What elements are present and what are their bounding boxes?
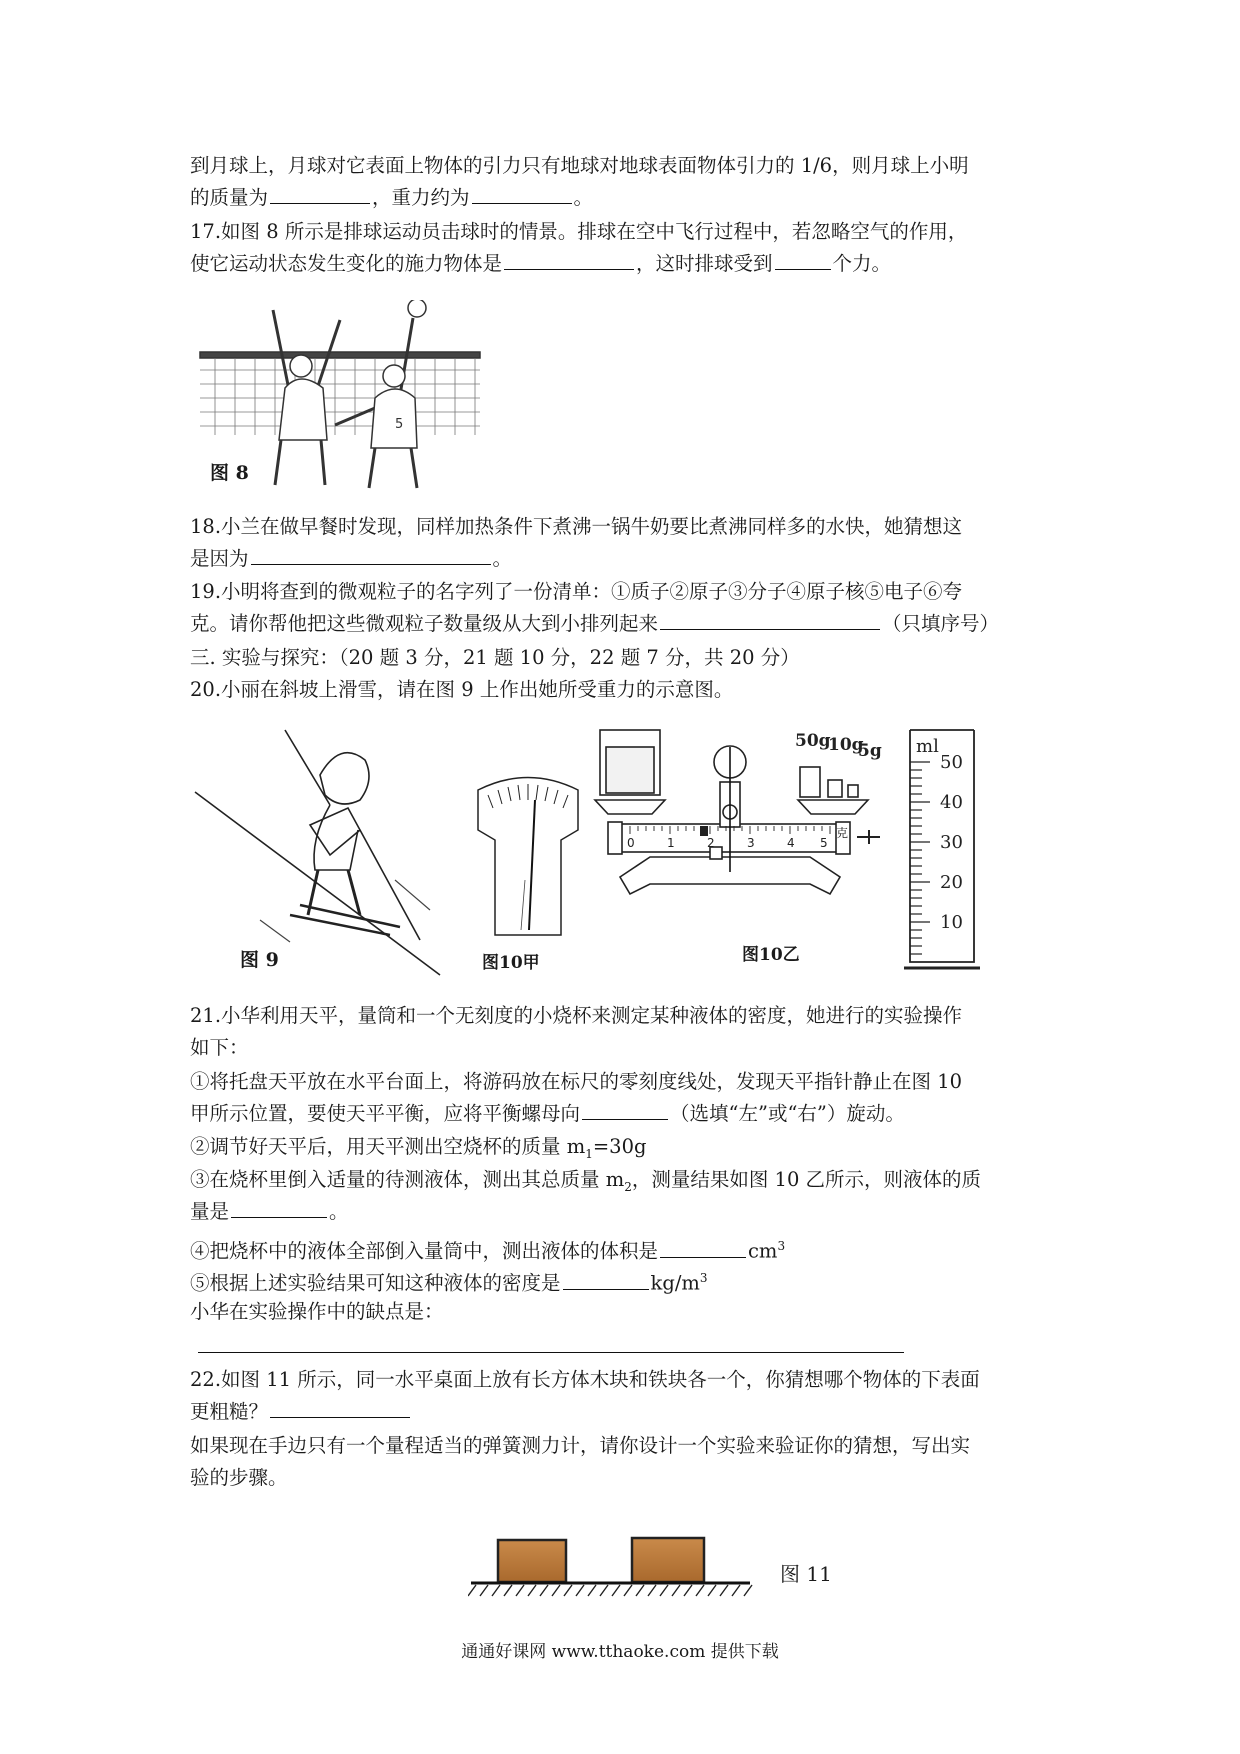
- figure-10a-label: 图10甲: [482, 953, 540, 973]
- q22-line-4: 验的步骤。: [190, 1466, 288, 1489]
- q21-flaw-prompt: 小华在实验操作中的缺点是：: [190, 1300, 444, 1323]
- q19-order-blank[interactable]: [660, 611, 880, 630]
- q16-text-a: 的质量为: [190, 186, 269, 209]
- figure-9-label: 图 9: [240, 949, 279, 971]
- section-3-heading: 三. 实验与探究：（20 题 3 分，21 题 10 分，22 题 7 分，共 20 分）: [190, 646, 800, 669]
- scale-tick-label: 5: [820, 836, 828, 850]
- q21-density-unit: kg/m: [650, 1271, 700, 1295]
- q21-step-3b: [190, 1198, 349, 1226]
- scale-tick-label: 1: [667, 836, 675, 850]
- q20-line-1: 20.小丽在斜坡上滑雪，请在图 9 上作出她所受重力的示意图。: [190, 678, 734, 701]
- figure-10b-balance: [590, 722, 890, 952]
- q18-line-1: 18.小兰在做早餐时发现，同样加热条件下煮沸一锅牛奶要比煮沸同样多的水快，她猜想这: [190, 515, 963, 538]
- figure-9-skier: [190, 720, 460, 980]
- q21-step-2-value: =30g: [592, 1135, 647, 1158]
- q21-direction-blank[interactable]: [582, 1101, 668, 1120]
- q21-m1-subscript: 1: [585, 1146, 593, 1161]
- q21-step-3-text-c: 量是: [190, 1200, 230, 1223]
- q18-reason-blank[interactable]: [251, 546, 491, 565]
- q16-gravity-blank[interactable]: [472, 185, 572, 204]
- q17-force-object-blank[interactable]: [504, 251, 634, 270]
- q22-question: 更粗糙？: [190, 1400, 269, 1423]
- q21-flaw-answer-line[interactable]: [198, 1352, 904, 1353]
- q21-volume-unit: cm: [748, 1239, 778, 1263]
- q21-density-unit-sup: 3: [699, 1271, 708, 1285]
- q16-line-2: [190, 184, 593, 212]
- q21-step-4: [190, 1232, 785, 1266]
- q21-step-3a: [190, 1166, 981, 1201]
- cylinder-tick-label: 30: [940, 832, 963, 853]
- cylinder-tick-label: 40: [940, 792, 963, 813]
- figure-8-label: 图 8: [210, 462, 249, 484]
- q17-line-2: [190, 250, 891, 278]
- q18-line-2: [190, 545, 512, 573]
- q21-step-1b: [190, 1100, 905, 1128]
- q21-step-3-end: 。: [329, 1200, 349, 1223]
- q16-text-c: 。: [573, 186, 594, 209]
- scale-unit-label: 克: [836, 826, 849, 840]
- graduated-cylinder: [902, 722, 982, 974]
- q21-step-3-text-b: ，测量结果如图 10 乙所示，则液体的质: [631, 1168, 982, 1191]
- q21-volume-blank[interactable]: [660, 1239, 746, 1258]
- scale-tick-label: 0: [627, 836, 635, 850]
- cylinder-tick-label: 20: [940, 872, 963, 893]
- q19-line-2: [190, 610, 999, 638]
- scale-tick-label: 4: [787, 836, 795, 850]
- q22-line-3: 如果现在手边只有一个量程适当的弹簧测力计，请你设计一个实验来验证你的猜想，写出实: [190, 1434, 971, 1457]
- q18-text-b: 。: [492, 547, 513, 570]
- wood-block: [498, 1540, 566, 1582]
- cylinder-tick-label: 50: [940, 752, 963, 773]
- q21-m2-subscript: 2: [624, 1179, 632, 1194]
- q21-step-5-text: ⑤根据上述实验结果可知这种液体的密度是: [190, 1271, 561, 1295]
- q16-text-b: ，重力约为: [372, 186, 470, 209]
- q22-line-2: [190, 1398, 412, 1426]
- q22-line-1: 22.如图 11 所示，同一水平桌面上放有长方体木块和铁块各一个，你猜想哪个物体的下表面: [190, 1368, 980, 1391]
- q18-text-a: 是因为: [190, 547, 249, 570]
- q21-step-1-text: 甲所示位置，要使天平平衡，应将平衡螺母向: [190, 1102, 581, 1125]
- q19-line-1: 19.小明将查到的微观粒子的名字列了一份清单：①质子②原子③分子④原子核⑤电子⑥夸: [190, 580, 963, 603]
- q19-text-a: 克。请你帮他把这些微观粒子数量级从大到小排列起来: [190, 612, 659, 635]
- q17-force-count-blank[interactable]: [775, 251, 831, 270]
- svg-text:5: 5: [395, 417, 404, 432]
- q16-mass-blank[interactable]: [270, 185, 370, 204]
- q21-step-2: [190, 1133, 646, 1168]
- q17-line-1: 17.如图 8 所示是排球运动员击球时的情景。排球在空中飞行过程中，若忽略空气的作用，: [190, 220, 968, 243]
- q19-text-b: （只填序号）: [882, 612, 1000, 635]
- figure-10b-label: 图10乙: [742, 945, 800, 965]
- q21-step-3-text: ③在烧杯里倒入适量的待测液体，测出其总质量 m: [190, 1168, 625, 1191]
- scale-tick-label: 3: [747, 836, 755, 850]
- q21-step-4-text: ④把烧杯中的液体全部倒入量筒中，测出液体的体积是: [190, 1239, 659, 1263]
- figure-11-label: 图 11: [780, 1562, 832, 1586]
- q21-step-2-text: ②调节好天平后，用天平测出空烧杯的质量 m: [190, 1135, 586, 1158]
- q21-density-blank[interactable]: [563, 1271, 649, 1290]
- cylinder-tick-label: 10: [940, 912, 963, 933]
- q21-line-2: 如下：: [190, 1036, 249, 1059]
- q16-line-1: 到月球上，月球对它表面上物体的引力只有地球对地球表面物体引力的 1/6，则月球上小明: [190, 154, 969, 177]
- q21-liquid-mass-blank[interactable]: [231, 1199, 327, 1218]
- q17-text-b: ，这时排球受到: [636, 252, 773, 275]
- page-footer: 通通好课网 www.tthaoke.com 提供下载: [461, 1642, 779, 1662]
- q21-volume-unit-sup: 3: [777, 1239, 786, 1253]
- q21-step-1-hint: （选填“左”或“右”）旋动。: [670, 1102, 905, 1125]
- iron-block: [632, 1538, 704, 1582]
- scale-tick-label: 2: [707, 836, 715, 850]
- q21-line-1: 21.小华利用天平，量筒和一个无刻度的小烧杯来测定某种液体的密度，她进行的实验操作: [190, 1004, 963, 1027]
- q22-guess-blank[interactable]: [270, 1399, 410, 1418]
- q17-text-a: 使它运动状态发生变化的施力物体是: [190, 252, 503, 275]
- figure-10a-pointer-dial: [473, 770, 583, 940]
- weight-label-50g: 50g: [795, 731, 831, 751]
- weight-label-10g: 10g: [828, 735, 864, 755]
- weight-label-5g: 5g: [858, 741, 882, 761]
- cylinder-unit-label: ml: [916, 736, 939, 757]
- q21-step-1a: ①将托盘天平放在水平台面上，将游码放在标尺的零刻度线处，发现天平指针静止在图 10: [190, 1070, 963, 1093]
- q17-text-c: 个力。: [832, 252, 892, 275]
- q21-step-5: [190, 1264, 708, 1298]
- figure-11-blocks: [468, 1532, 758, 1602]
